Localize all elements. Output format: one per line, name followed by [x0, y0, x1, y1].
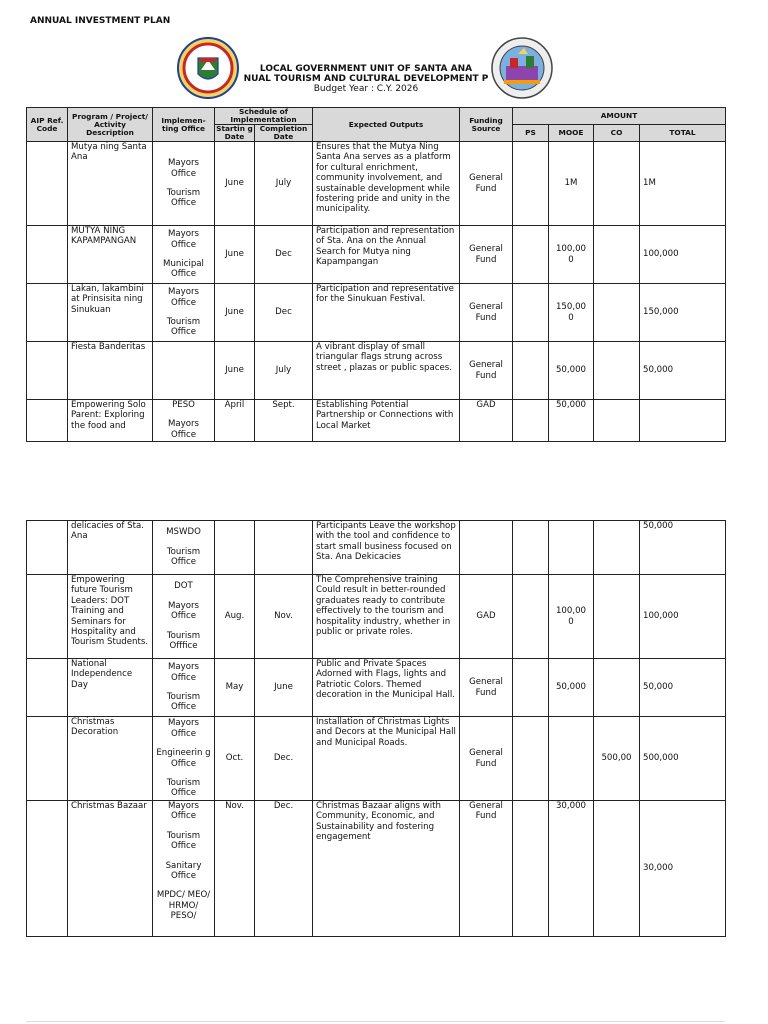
- total-cell: 50,000: [640, 521, 726, 575]
- header-total: TOTAL: [640, 125, 726, 142]
- completion-cell: June: [255, 659, 313, 717]
- completion-cell: July: [255, 342, 313, 400]
- document-header: [176, 36, 560, 100]
- ref-cell: [27, 659, 68, 717]
- start-cell: June: [215, 142, 255, 226]
- page-divider: [26, 1021, 725, 1022]
- funding-cell: GAD: [460, 400, 513, 442]
- office-cell: Mayors Office Municipal Office: [153, 226, 215, 284]
- start-cell: Nov.: [215, 801, 255, 937]
- table-row: [27, 284, 726, 342]
- ref-cell: [27, 521, 68, 575]
- outputs-cell: Public and Private Spaces Adorned with Flags, lights and Patriotic Colors. Themed decoration in the Municipal Hall.: [313, 659, 460, 717]
- completion-cell: [255, 521, 313, 575]
- start-cell: Aug.: [215, 575, 255, 659]
- outputs-cell: Participants Leave the workshop with the tool and confidence to start small business focused on Sta. Ana Dekicacies: [313, 521, 460, 575]
- header-mooe: MOOE: [549, 125, 594, 142]
- ps-cell: [513, 142, 549, 226]
- funding-cell: General Fund: [460, 801, 513, 937]
- total-cell: 500,000: [640, 717, 726, 801]
- office-cell: Mayors Office Tourism Office: [153, 284, 215, 342]
- mooe-cell: 100,00 0: [549, 226, 594, 284]
- program-cell: delicacies of Sta. Ana: [68, 521, 153, 575]
- mooe-cell: [549, 717, 594, 801]
- co-cell: [594, 226, 640, 284]
- completion-cell: Dec.: [255, 717, 313, 801]
- outputs-cell: Establishing Potential Partnership or Connections with Local Market: [313, 400, 460, 442]
- mooe-cell: 50,000: [549, 400, 594, 442]
- program-cell: Mutya ning Santa Ana: [68, 142, 153, 226]
- total-cell: 150,000: [640, 284, 726, 342]
- office-cell: MSWDO Tourism Office: [153, 521, 215, 575]
- ps-cell: [513, 717, 549, 801]
- office-cell: Mayors Office Tourism Office Sanitary Office MPDC/ MEO/ HRMO/ PESO/: [153, 801, 215, 937]
- table-row: [27, 717, 726, 801]
- co-cell: [594, 801, 640, 937]
- co-cell: [594, 400, 640, 442]
- header-ps: PS: [513, 125, 549, 142]
- investment-plan-table-page2: [26, 520, 726, 937]
- header-completion: Completion Date: [255, 125, 313, 142]
- ref-cell: [27, 400, 68, 442]
- mooe-cell: 50,000: [549, 659, 594, 717]
- start-cell: June: [215, 284, 255, 342]
- ps-cell: [513, 659, 549, 717]
- outputs-cell: Ensures that the Mutya Ning Santa Ana serves as a platform for cultural enrichment, community involvement, and sustainable development while fostering pride and unity in the municipality.: [313, 142, 460, 226]
- outputs-cell: Participation and representative for the Sinukuan Festival.: [313, 284, 460, 342]
- mooe-cell: 100,00 0: [549, 575, 594, 659]
- co-cell: [594, 659, 640, 717]
- program-cell: Lakan, lakambini at Prinsisita ning Sinukuan: [68, 284, 153, 342]
- ps-cell: [513, 284, 549, 342]
- mooe-cell: 50,000: [549, 342, 594, 400]
- program-cell: Fiesta Banderitas: [68, 342, 153, 400]
- ref-cell: [27, 801, 68, 937]
- funding-cell: [460, 521, 513, 575]
- ref-cell: [27, 717, 68, 801]
- ref-cell: [27, 284, 68, 342]
- co-cell: [594, 521, 640, 575]
- header-ref-code: AIP Ref. Code: [27, 108, 68, 142]
- office-cell: PESO Mayors Office: [153, 400, 215, 442]
- funding-cell: General Fund: [460, 142, 513, 226]
- mooe-cell: [549, 521, 594, 575]
- ref-cell: [27, 226, 68, 284]
- funding-cell: General Fund: [460, 342, 513, 400]
- completion-cell: Nov.: [255, 575, 313, 659]
- completion-cell: Sept.: [255, 400, 313, 442]
- header-program: Program / Project/ Activity Description: [68, 108, 153, 142]
- completion-cell: Dec.: [255, 801, 313, 937]
- total-cell: 50,000: [640, 342, 726, 400]
- office-cell: Mayors Office Engineerin g Office Tourism Office: [153, 717, 215, 801]
- ref-cell: [27, 342, 68, 400]
- co-cell: [594, 142, 640, 226]
- lgu-name: LOCAL GOVERNMENT UNIT OF SANTA ANA: [259, 64, 473, 74]
- table-row: [27, 400, 726, 442]
- ps-cell: [513, 400, 549, 442]
- completion-cell: Dec: [255, 226, 313, 284]
- program-cell: Empowering future Tourism Leaders: DOT Training and Seminars for Hospitality and Tourism Students.: [68, 575, 153, 659]
- program-cell: Empowering Solo Parent: Exploring the food and: [68, 400, 153, 442]
- header-start: Startin g Date: [216, 124, 253, 141]
- mooe-cell: 30,000: [549, 801, 594, 937]
- tourism-seal-right: [490, 36, 554, 100]
- ps-cell: [513, 575, 549, 659]
- plan-name: NUAL TOURISM AND CULTURAL DEVELOPMENT P: [243, 74, 489, 84]
- funding-cell: General Fund: [460, 284, 513, 342]
- document-title: ANNUAL INVESTMENT PLAN: [30, 16, 171, 26]
- header-schedule: Schedule of Implementation: [215, 108, 313, 125]
- ref-cell: [27, 142, 68, 226]
- co-cell: [594, 342, 640, 400]
- start-cell: April: [215, 400, 255, 442]
- table-row: [27, 659, 726, 717]
- funding-cell: General Fund: [460, 226, 513, 284]
- header-office: Implemen- ting Office: [153, 108, 215, 142]
- co-cell: [594, 575, 640, 659]
- ps-cell: [513, 226, 549, 284]
- table-row: [27, 521, 726, 575]
- ref-cell: [27, 575, 68, 659]
- start-cell: May: [215, 659, 255, 717]
- header-outputs: Expected Outputs: [313, 108, 460, 142]
- start-cell: June: [215, 342, 255, 400]
- start-cell: June: [215, 226, 255, 284]
- header-amount: AMOUNT: [513, 108, 726, 125]
- start-cell: [215, 521, 255, 575]
- start-cell: Oct.: [215, 717, 255, 801]
- table-row: [27, 142, 726, 226]
- funding-cell: General Fund: [460, 717, 513, 801]
- office-cell: DOT Mayors Office Tourism Offfice: [153, 575, 215, 659]
- header-text: [242, 64, 490, 94]
- ps-cell: [513, 342, 549, 400]
- table-row: [27, 575, 726, 659]
- table-row: [27, 226, 726, 284]
- program-cell: Christmas Bazaar: [68, 801, 153, 937]
- outputs-cell: Participation and representation of Sta. Ana on the Annual Search for Mutya ning Kapampangan: [313, 226, 460, 284]
- header-co: CO: [594, 125, 640, 142]
- co-cell: [594, 284, 640, 342]
- outputs-cell: A vibrant display of small triangular flags strung across street , plazas or public spaces.: [313, 342, 460, 400]
- office-cell: [153, 342, 215, 400]
- total-cell: 100,000: [640, 575, 726, 659]
- program-cell: National Independence Day: [68, 659, 153, 717]
- investment-plan-table-page1: [26, 107, 726, 442]
- funding-cell: GAD: [460, 575, 513, 659]
- header-funding: Funding Source: [460, 108, 513, 142]
- budget-year: Budget Year : C.Y. 2026: [313, 84, 419, 94]
- program-cell: Christmas Decoration: [68, 717, 153, 801]
- mooe-cell: 1M: [549, 142, 594, 226]
- municipal-seal-left: [176, 36, 240, 100]
- ps-cell: [513, 521, 549, 575]
- outputs-cell: Installation of Christmas Lights and Decors at the Municipal Hall and Municipal Roads.: [313, 717, 460, 801]
- total-cell: 1M: [640, 142, 726, 226]
- co-cell: 500,00: [594, 717, 640, 801]
- outputs-cell: Christmas Bazaar aligns with Community, Economic, and Sustainability and fostering engagement: [313, 801, 460, 937]
- total-cell: 30,000: [640, 801, 726, 937]
- total-cell: 100,000: [640, 226, 726, 284]
- outputs-cell: The Comprehensive training Could result in better-rounded graduates ready to contribute effectively to the tourism and hospitality industry, whether in public or private roles.: [313, 575, 460, 659]
- program-cell: MUTYA NING KAPAMPANGAN: [68, 226, 153, 284]
- total-cell: [640, 400, 726, 442]
- completion-cell: Dec: [255, 284, 313, 342]
- completion-cell: July: [255, 142, 313, 226]
- ps-cell: [513, 801, 549, 937]
- mooe-cell: 150,00 0: [549, 284, 594, 342]
- office-cell: Mayors Office Tourism Office: [153, 142, 215, 226]
- table-row: [27, 801, 726, 937]
- table-row: [27, 342, 726, 400]
- total-cell: 50,000: [640, 659, 726, 717]
- office-cell: Mayors Office Tourism Office: [153, 659, 215, 717]
- funding-cell: General Fund: [460, 659, 513, 717]
